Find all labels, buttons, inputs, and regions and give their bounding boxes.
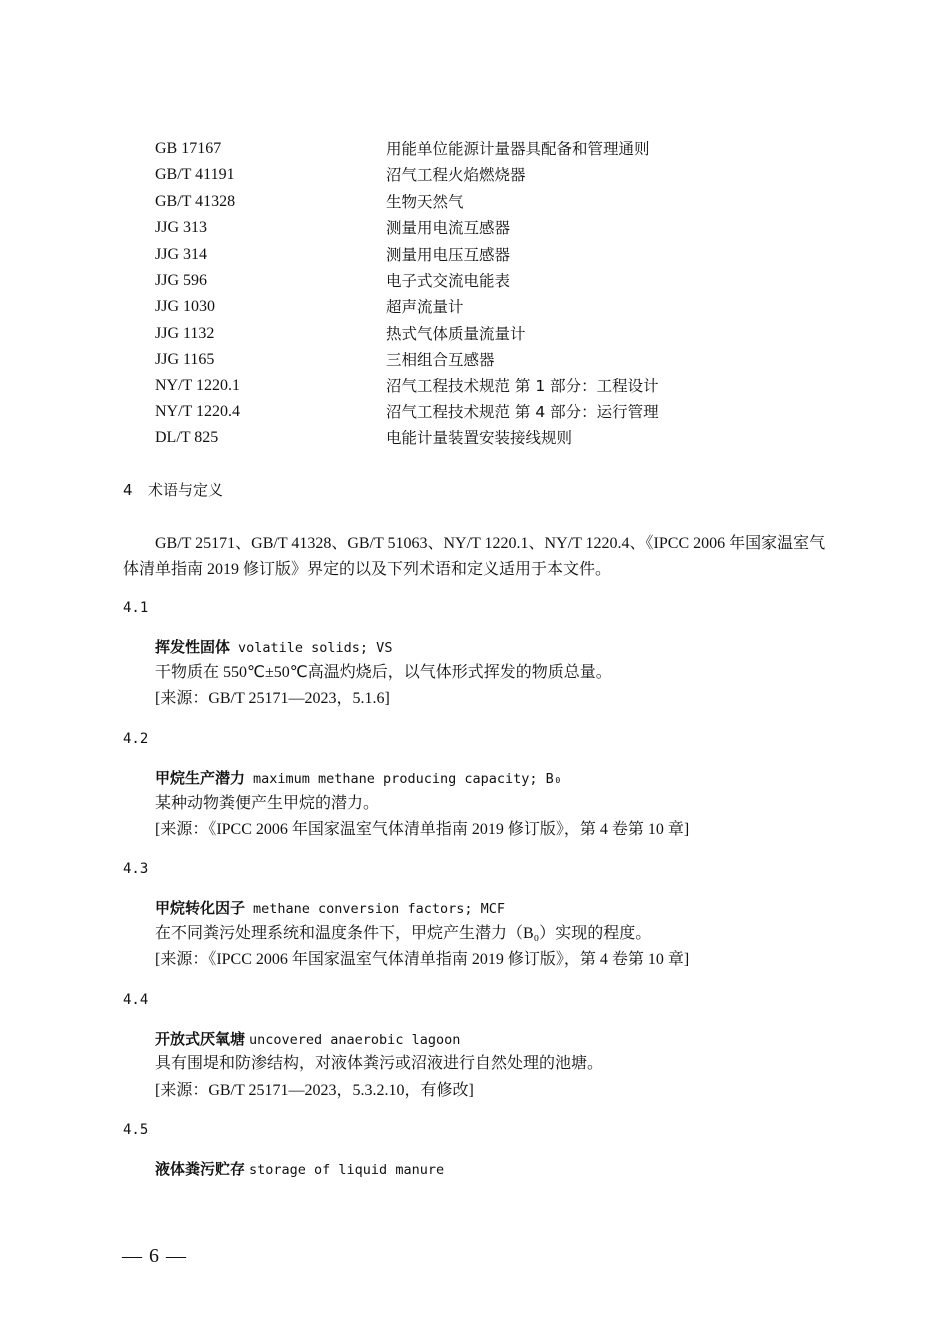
reference-code: NY/T 1220.1	[155, 377, 241, 394]
section-intro-paragraph: GB/T 25171、GB/T 41328、GB/T 51063、NY/T 1220.1、NY/T 1220.4、《IPCC 2006 年国家温室气体清单指南 2019 修订版》界定的以及下列术语和定义适用于本文件。	[123, 535, 826, 578]
term-source: [来源：《IPCC 2006 年国家温室气体清单指南 2019 修订版》，第 4 卷第 10 章]	[155, 821, 690, 838]
term-definition: 某种动物粪便产生甲烷的潜力。	[155, 795, 380, 812]
clause-number: 4.2	[123, 731, 149, 747]
reference-code: DL/T 825	[155, 429, 219, 446]
term-zh: 挥发性固体	[155, 638, 231, 656]
reference-code: GB 17167	[155, 140, 222, 157]
reference-code: GB/T 41328	[155, 193, 236, 210]
reference-code: JJG 313	[155, 219, 208, 236]
reference-title: 沼气工程火焰燃烧器	[386, 166, 526, 184]
term-en: uncovered anaerobic lagoon	[249, 1032, 461, 1048]
page-number: — 6 —	[122, 1245, 187, 1267]
term-definition: 干物质在 550℃±50℃高温灼烧后，以气体形式挥发的物质总量。	[155, 664, 612, 681]
term-definition: 在不同粪污处理系统和温度条件下，甲烷产生潜力（B₀）实现的程度。	[155, 925, 652, 942]
section-heading	[123, 479, 223, 501]
term-heading	[155, 636, 392, 659]
reference-title: 电子式交流电能表	[386, 272, 511, 290]
reference-title: 用能单位能源计量器具配备和管理通则	[386, 140, 650, 158]
reference-title: 测量用电压互感器	[386, 246, 511, 264]
reference-code: JJG 1165	[155, 351, 215, 368]
reference-code: JJG 314	[155, 246, 208, 263]
clause-number: 4.5	[123, 1122, 149, 1138]
term-heading	[155, 897, 505, 920]
reference-title: 热式气体质量流量计	[386, 325, 526, 343]
clause-number: 4.4	[123, 992, 149, 1008]
term-zh: 甲烷转化因子	[155, 899, 246, 917]
term-en: methane conversion factors; MCF	[253, 901, 505, 917]
reference-title: 沼气工程技术规范 第 4 部分：运行管理	[386, 403, 659, 421]
reference-title: 沼气工程技术规范 第 1 部分：工程设计	[386, 377, 659, 395]
term-zh: 液体粪污贮存	[155, 1160, 246, 1178]
clause-number: 4.1	[123, 600, 149, 616]
reference-title: 超声流量计	[386, 298, 464, 316]
clause-number: 4.3	[123, 861, 149, 877]
term-heading	[155, 1028, 460, 1051]
section-title: 术语与定义	[148, 481, 224, 499]
reference-title: 电能计量装置安装接线规则	[386, 429, 573, 447]
section-number: 4	[123, 481, 133, 499]
reference-title: 三相组合互感器	[386, 351, 495, 369]
reference-code: NY/T 1220.4	[155, 403, 241, 420]
term-source: [来源：GB/T 25171—2023，5.3.2.10，有修改]	[155, 1082, 474, 1099]
term-en: storage of liquid manure	[249, 1162, 445, 1178]
term-heading	[155, 767, 562, 790]
reference-title: 生物天然气	[386, 193, 464, 211]
term-zh: 开放式厌氧塘	[155, 1030, 246, 1048]
term-source: [来源：《IPCC 2006 年国家温室气体清单指南 2019 修订版》，第 4 卷第 10 章]	[155, 951, 690, 968]
term-zh: 甲烷生产潜力	[155, 769, 246, 787]
term-source: [来源：GB/T 25171—2023，5.1.6]	[155, 690, 390, 707]
reference-code: JJG 1030	[155, 298, 216, 315]
reference-title: 测量用电流互感器	[386, 219, 511, 237]
term-heading	[155, 1158, 444, 1181]
reference-code: JJG 1132	[155, 325, 215, 342]
term-en: volatile solids; VS	[238, 640, 393, 656]
reference-code: GB/T 41191	[155, 166, 235, 183]
term-en: maximum methane producing capacity; B₀	[253, 771, 562, 787]
reference-code: JJG 596	[155, 272, 208, 289]
term-definition: 具有围堤和防渗结构，对液体粪污或沼液进行自然处理的池塘。	[155, 1055, 604, 1072]
